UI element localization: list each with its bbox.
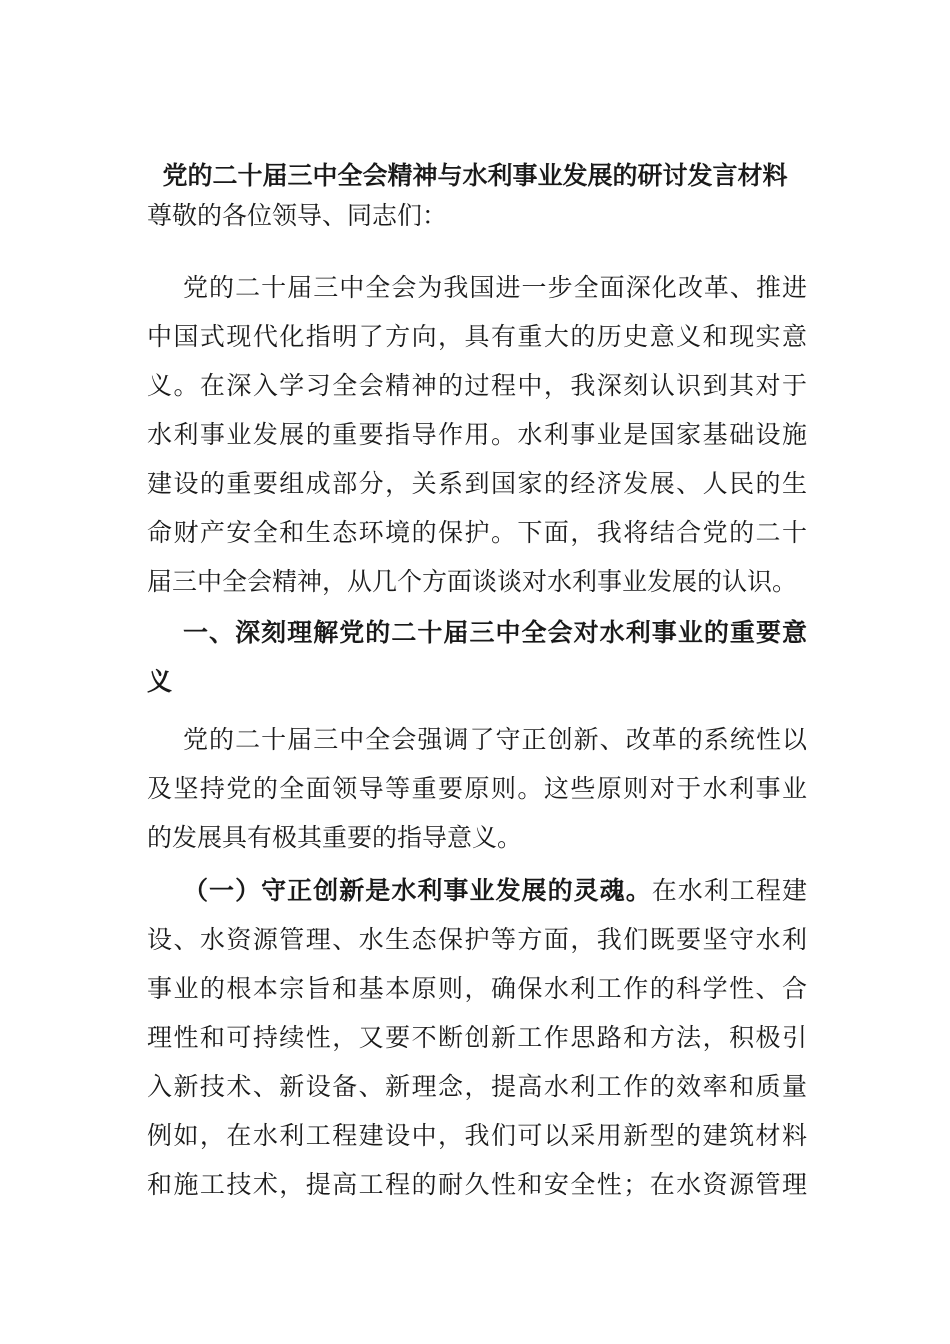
section-paragraph-line: 及坚持党的全面领导等重要原则。这些原则对于水利事业 — [147, 774, 807, 803]
intro-line: 党的二十届三中全会为我国进一步全面深化改革、推进 — [183, 273, 807, 302]
intro-line: 届三中全会精神，从几个方面谈谈对水利事业发展的认识。 — [147, 567, 798, 596]
salutation: 尊敬的各位领导、同志们： — [147, 201, 448, 230]
subsection-text: 在水利工程建 — [651, 876, 807, 905]
subsection-line: 设、水资源管理、水生态保护等方面，我们既要坚守水利 — [147, 925, 807, 954]
subsection-line: 和施工技术，提高工程的耐久性和安全性；在水资源管理 — [147, 1170, 807, 1199]
subsection-line: 入新技术、新设备、新理念，提高水利工作的效率和质量 — [147, 1072, 807, 1101]
section-paragraph-line: 的发展具有极其重要的指导意义。 — [147, 823, 523, 852]
subsection-line: 例如，在水利工程建设中，我们可以采用新型的建筑材料 — [147, 1121, 807, 1150]
intro-line: 水利事业发展的重要指导作用。水利事业是国家基础设施 — [147, 420, 807, 449]
intro-line: 义。在深入学习全会精神的过程中，我深刻认识到其对于 — [147, 371, 807, 400]
document-title: 党的二十届三中全会精神与水利事业发展的研讨发言材料 — [162, 161, 788, 190]
section-heading: 义 — [147, 667, 173, 696]
subsection-first-line — [183, 873, 807, 909]
intro-line: 建设的重要组成部分，关系到国家的经济发展、人民的生 — [147, 469, 807, 498]
section-heading: 一、深刻理解党的二十届三中全会对水利事业的重要意 — [183, 618, 807, 647]
intro-line: 命财产安全和生态环境的保护。下面，我将结合党的二十 — [147, 518, 807, 547]
section-paragraph-line: 党的二十届三中全会强调了守正创新、改革的系统性以 — [183, 725, 807, 754]
subsection-line: 事业的根本宗旨和基本原则，确保水利工作的科学性、合 — [147, 974, 807, 1003]
subsection-heading: （一）守正创新是水利事业发展的灵魂。 — [183, 876, 652, 905]
intro-line: 中国式现代化指明了方向，具有重大的历史意义和现实意 — [147, 322, 807, 351]
subsection-line: 理性和可持续性，又要不断创新工作思路和方法，积极引 — [147, 1023, 807, 1052]
